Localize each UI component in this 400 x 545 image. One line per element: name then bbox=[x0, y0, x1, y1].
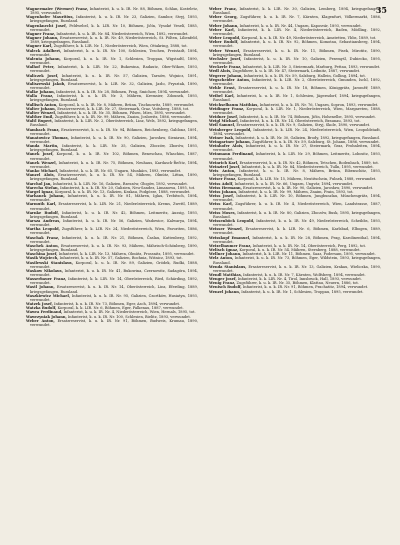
entry-name: Weil Samuel, bbox=[209, 123, 236, 128]
entry-name: Wegerer Johann, bbox=[209, 73, 243, 78]
entry-name: Waliczek Josef, bbox=[26, 73, 59, 78]
list-entry bbox=[26, 294, 198, 302]
entry-name: Wendl Matthias, bbox=[209, 273, 242, 277]
entry-name: Waltl Rupert, bbox=[26, 119, 54, 124]
list-entry bbox=[26, 144, 198, 152]
entry-text: Infanterist, k. u. k. IR. Nr. 57, Galizien, Bochnia, Wiśnicz, 1893, tot. bbox=[59, 256, 183, 261]
entry-text: Infanterist, k. u. k. IR. Nr. 57, Galizien, Tarnów, Wojnicz, 1891, kriegsgefangen, Russland. bbox=[30, 73, 198, 82]
list-entry bbox=[26, 219, 198, 227]
entry-text: Infanterist, k. u. k. IR. Nr. 76, Ungarn, Sopron, 1893, verwundet. bbox=[259, 102, 379, 107]
list-entry bbox=[26, 94, 198, 102]
entry-text: Infanterist, k. u. k. IR. Nr. 8, Mähren, Brünn, Eibenschitz, 1893, kriegsgefangen, Russland. bbox=[213, 169, 381, 178]
entry-text: Infanterist, k. u. k. IR. Nr. 27, Steiermark, Graz, Frohnleiten, 1894, verwundet. bbox=[213, 144, 381, 153]
entry-text: Feldwebel, k. k. LIR. Nr. 10, Böhmen, Jičín, Vysoké Veselí, 1885, verwundet. bbox=[30, 23, 198, 32]
entry-name: Wechsler Josef, bbox=[209, 56, 242, 61]
entry-name: Warsza Andreas, bbox=[26, 218, 61, 223]
entry-text: Zugsführer, k. u. k. IR. Nr. 59, Salzburg, St. Johann, 1886, verwundet. bbox=[252, 140, 380, 144]
entry-text: Infanterist, k. u. k. IR. Nr. 3, Mähren, Kremsier, Zdounek, 1893, kriegsgefangen, Russland. bbox=[30, 94, 198, 103]
entry-text: Ersatzreservist, k. k. LIR. Nr. 21, Niederösterreich, Krems, Zwettl, 1889, verwundet. bbox=[30, 202, 198, 211]
entry-text: Infanterist, k. k. LIR. Nr. 10, Böhmen, Jungbunzlau, Münchengrätz, 1894, verwundet. bbox=[213, 194, 381, 203]
entry-name: Wambach Franz, bbox=[26, 127, 60, 132]
entry-name: Wanda Martin, bbox=[26, 144, 59, 149]
entry-name: Wenger Josef, bbox=[209, 277, 237, 282]
list-entry bbox=[26, 119, 198, 127]
entry-name: Wanzel Alois, bbox=[26, 173, 55, 178]
entry-text: Korporal, k. u. k. IR. Nr. 49, Niederösterreich, Amstetten, Ybbs, 1889, tot. bbox=[241, 36, 377, 41]
entry-text: Ersatzreservist, k. k. LIR. Nr. 27, Steiermark, Graz, Voitsberg, 1888, tot. bbox=[57, 106, 190, 111]
entry-name: Wedl Alois, bbox=[209, 69, 232, 74]
entry-text: Infanterist, k. u. k. IR. Nr. 73, Böhmen, Eger, Wildstein, 1893, kriegsgefangen, Russland. bbox=[213, 256, 381, 265]
entry-name: Weinrich Karl, bbox=[209, 160, 239, 165]
list-entry bbox=[26, 136, 198, 144]
entry-name: Wagnermaier (Wermer) Franz, bbox=[26, 7, 89, 11]
list-entry bbox=[209, 144, 381, 152]
list-entry bbox=[26, 15, 198, 23]
entry-name: Wenda Stanislaus, bbox=[209, 264, 247, 269]
list-entry bbox=[26, 49, 198, 57]
entry-name: Wagner Johann, bbox=[26, 36, 59, 41]
entry-text: Infanterist, k. u. k. IR. Nr. 14, Oberösterreich, Braunau, 1893, tot. bbox=[240, 119, 361, 124]
list-entry bbox=[26, 57, 198, 65]
entry-name: Weixelbaumer Franz, bbox=[209, 243, 252, 248]
list-entry bbox=[26, 128, 198, 136]
entry-name: Welz Anton, bbox=[209, 256, 234, 261]
entry-name: Wehle Ernst, bbox=[209, 85, 236, 90]
entry-name: Weber Wenzel, bbox=[209, 48, 241, 53]
list-entry bbox=[26, 269, 198, 277]
entry-text: Infanterist, k. k. LIR. Nr. 24, Niederösterreich, Wien, Leopoldstadt, 1894, verwundet. bbox=[213, 127, 381, 136]
entry-name: Weber Anton, bbox=[26, 318, 55, 323]
list-entry bbox=[209, 40, 381, 48]
entry-text: Infanterist, k. u. k. IR. Nr. 88, Böhmen, Schlan, Kosteletz, 1895, verwundet. bbox=[30, 7, 198, 16]
entry-text: Korporal, k. u. k. IR. Nr. 89, Galizien, Gródek, Rudki, 1888, verwundet. bbox=[30, 260, 198, 269]
entry-name: Waliszewski Jakob, bbox=[26, 81, 66, 86]
entry-name: Walla Franz, bbox=[26, 94, 54, 99]
entry-name: Warhanek Johann, bbox=[26, 194, 65, 199]
entry-name: Wagner Franz, bbox=[26, 31, 56, 36]
list-entry bbox=[209, 78, 381, 86]
entry-name: Wellner Johann, bbox=[209, 252, 242, 257]
list-entry bbox=[26, 261, 198, 269]
entry-text: Infanterist, k. k. LIR. Nr. 16, Galizien, Rzeszów, Głogów, 1892, verwundet. bbox=[52, 181, 188, 186]
entry-name: Weigl Michael, bbox=[209, 119, 239, 124]
list-entry bbox=[209, 49, 381, 57]
entry-name: Wagenhofer Mauritius, bbox=[26, 15, 74, 20]
list-entry bbox=[209, 194, 381, 202]
entry-text: Korporal, k. u. k. IR. Nr. 1, Schlesien, Troppau, Wigstadtl, 1890, verwundet. bbox=[30, 56, 198, 66]
entry-text: Ersatzreservist, k. u. k. IR. Nr. 11, Böhmen, Pisek, Mirotitz, 1890, kriegsgefangen, Russland. bbox=[213, 48, 381, 57]
entry-name: Weckerle Franz, bbox=[209, 65, 242, 70]
list-entry bbox=[209, 202, 381, 210]
list-entry bbox=[26, 36, 198, 44]
entry-text: Infanterist, k. u. k. IR. Nr. 66, Ungarn, Ungvár, 1894, verwundet. bbox=[234, 181, 354, 186]
entry-text: Zugsführer, k. u. k. IR. Nr. 35, Böhmen, Klattau, Neuern, 1886, tot. bbox=[236, 281, 359, 286]
entry-text: Infanterist, k. k. LIR. Nr. 14, Oberösterreich, Ried, Schärding, 1892, verwundet. bbox=[30, 277, 198, 286]
list-entry bbox=[209, 211, 381, 219]
entry-text: Infanterist, k. u. k. IR. Nr. 4, Niederösterreich, Wien, Hernals, 1895, tot. bbox=[63, 310, 196, 315]
entry-name: Weingartner Johann, bbox=[209, 140, 251, 144]
list-entry bbox=[26, 65, 198, 73]
entry-text: Infanterist, k. u. k. IR. Nr. 84, Niederösterreich, Wien, 1892, verwundet. bbox=[56, 31, 189, 36]
entry-name: Weinmann Ferdinand, bbox=[209, 152, 255, 157]
entry-text: Infanterist, k. k. LIR. Nr. 4, Niederösterreich, Baden, Mödling, 1892, verwundet. bbox=[213, 27, 381, 36]
entry-name: Weiss Karl, bbox=[209, 202, 233, 207]
entry-name: Wasserbauer Franz, bbox=[26, 277, 67, 282]
list-entry bbox=[26, 24, 198, 32]
entry-text: Infanterist, k. u. k. IR. Nr. 65, Ungarn, Munkács, 1893, verwundet. bbox=[59, 169, 182, 174]
entry-text: Ersatzreservist, k. u. k. IR. Nr. 93, Mähren, Mährisch-Schönberg, 1890, kriegsgefangen, Russland. bbox=[30, 243, 198, 253]
entry-name: Waschek Anton, bbox=[26, 243, 59, 248]
entry-text: Infanterist, k. k. LIR. Nr. 2, Oberösterreich, Linz, Wels, 1892, kriegsgefangen, Russland. bbox=[30, 119, 198, 128]
list-entry bbox=[209, 152, 381, 160]
entry-name: Weichselbaum Matthias, bbox=[209, 102, 259, 107]
entry-name: Weidinger Franz, bbox=[209, 106, 245, 111]
list-entry bbox=[26, 74, 198, 82]
entry-name: Wastl Johann, bbox=[26, 285, 55, 290]
entry-text: Infanterist, k. u. k. IR. Nr. 59, Salzburg, Hallein, Golling, 1894, tot. bbox=[243, 73, 366, 78]
entry-name: Weber Rudolf, bbox=[209, 40, 239, 45]
list-entry bbox=[26, 161, 198, 169]
entry-text: Zugsführer, k. k. LIR. Nr. 24, Niederösterreich, Wien, Favoriten, 1886, verwundet. bbox=[30, 227, 198, 236]
entry-text: Korporal, k. k. LIR. Nr. 6, Böhmen, Eger, Falkenau, 1887, verwundet. bbox=[57, 306, 184, 311]
entry-text: Infanterist, k. u. k. IR. Nr. 1, Schlesien, Troppau, 1895, verwundet. bbox=[241, 289, 364, 294]
list-entry bbox=[209, 107, 381, 115]
entry-name: Waszkiewicz Michael, bbox=[26, 293, 71, 298]
list-entry bbox=[26, 236, 198, 244]
list-entry bbox=[26, 202, 198, 210]
entry-name: Waschak Franz, bbox=[26, 235, 60, 240]
entry-text: Infanterist, k. k. LIR. Nr. 4, Tirol, Innsbruck, Hall, 1893, verwundet. bbox=[237, 277, 362, 282]
entry-name: Walter Wenzel, bbox=[26, 110, 57, 115]
entry-text: Ersatzreservist, k. u. k. IR. Nr. 9, Galizien, Stryj, Skole, 1890, verwundet. bbox=[236, 123, 371, 128]
entry-name: Weber Karl, bbox=[209, 27, 235, 32]
entry-text: Infanterist, k. k. LIR. Nr. 13, Mähren, Olmütz, Prossnitz, 1895, verwundet. bbox=[58, 252, 195, 257]
entry-name: Weber Georg, bbox=[209, 15, 238, 20]
entry-text: Infanterist, k. k. LIR. Nr. 35, Galizien, Złoczów, Zborów, 1893, kriegsgefangen, Russland. bbox=[30, 144, 198, 153]
entry-text: Ersatzreservist, k. u. k. IR. Nr. 18, Böhmen, Königgrätz, Jaroměř, 1889, verwundet. bbox=[213, 85, 381, 95]
entry-name: Waleck Adalbert, bbox=[26, 48, 62, 53]
entry-text: Korporal, k. u. k. IR. Nr. 8, Mähren, Brünn, Tischnowitz, 1889, verwundet. bbox=[58, 102, 195, 107]
entry-name: Warmuth Karl, bbox=[26, 202, 57, 207]
entry-name: Watzka Rudolf, bbox=[26, 306, 57, 311]
list-entry bbox=[26, 7, 198, 15]
entry-text: Infanterist, k. u. k. IR. Nr. 95, Galizien, Czortków, Husiatyn, 1893, verwundet. bbox=[30, 293, 198, 302]
list-entry bbox=[26, 152, 198, 160]
entry-name: Weiser Franz, bbox=[209, 177, 237, 182]
entry-text: Infanterist, k. k. LIR. Nr. 3, Steiermark, Marburg, Pettau, 1893, verwundet. bbox=[242, 65, 381, 70]
entry-text: Ersatzreservist, k. u. k. IR. Nr. 14, Oberösterreich, Linz, Eferding, 1889, kriegsgefangen, Russland. bbox=[30, 285, 198, 294]
entry-text: Infanterist, k. u. k. IR. Nr. 84, Niederösterreich, Tulln, 1895, verwundet. bbox=[241, 164, 374, 169]
list-entry bbox=[209, 94, 381, 102]
entry-text: Infanterist, k. u. k. IR. Nr. 1, Schlesien, Jägerndorf, 1894, kriegsgefangen, Russland. bbox=[213, 94, 381, 103]
entry-text: Infanterist, k. u. k. IR. Nr. 81, Mähren, Iglau, Trebitsch, 1894, verwundet. bbox=[30, 194, 198, 203]
entry-name: Wasik Wojciech, bbox=[26, 256, 59, 261]
entry-name: Weidner Josef, bbox=[209, 115, 239, 120]
entry-text: Ersatzreservist, k. u. k. IR. Nr. 13, Galizien, Krakau, Wieliczka, 1890, verwundet. bbox=[213, 264, 381, 273]
entry-name: Weiss Adolf, bbox=[209, 181, 234, 186]
entry-text: Infanterist, k. u. k. IR. Nr. 41, Bukowina, Czernowitz, Sadagóra, 1894, verwundet. bbox=[30, 268, 198, 277]
entry-text: Korporal, k. k. LIR. Nr. 1, Niederösterreich, Wien, Margareten, 1888, verwundet. bbox=[213, 106, 381, 115]
entry-name: Weiner Isak, bbox=[209, 135, 235, 140]
list-entry bbox=[26, 82, 198, 90]
list-entry bbox=[26, 285, 198, 293]
entry-name: Watzek Josef, bbox=[26, 302, 53, 307]
entry-text: Infanterist, k. u. k. IR. Nr. 80, Galizien, Złoczów, Busk, 1895, kriegsgefangen, Russland. bbox=[213, 210, 381, 219]
entry-name: Weis Anton, bbox=[209, 169, 236, 174]
entry-name: Warnke Rudolf, bbox=[26, 210, 59, 215]
entry-text: Zugsführer, k. k. LIR. Nr. 1, Niederösterreich, Wien, Ottakring, 1888, tot. bbox=[53, 44, 188, 49]
entry-name: Weiss Hermann, bbox=[209, 185, 242, 190]
entry-name: Walenta Johann, bbox=[26, 56, 61, 61]
entry-name: Weber Franz, bbox=[209, 7, 237, 11]
list-entry bbox=[26, 244, 198, 252]
entry-text: Infanterist, k. u. k. IR. Nr. 74, Böhmen, Jičín, Hohenelbe, 1895, verwundet. bbox=[239, 115, 376, 120]
entry-text: Infanterist, k. u. k. IR. Nr. 92, Böhmen, Komotau, Sebastiansberg, 1894, verwundet. bbox=[213, 40, 381, 49]
entry-text: Ersatzreservist, k. u. k. IR. Nr. 94, Böhmen, Reichenberg, Gablonz, 1891, verwundet. bbox=[30, 127, 198, 136]
entry-name: Wartha Leopold, bbox=[26, 227, 60, 232]
entry-name: Weber Johann, bbox=[209, 23, 239, 28]
entry-text: Infanterist, k. u. k. IR. Nr. 7, Kärnten, Wolfsberg, 1894, verwundet. bbox=[243, 273, 366, 277]
entry-text: Infanterist, k. u. k. IR. Nr. 100, Schlesien, Teschen, Freistadt, 1894, verwundet. bbox=[30, 48, 198, 57]
entry-name: Walter Johann, bbox=[26, 106, 57, 111]
entry-text: Infanterist, k. u. k. IR. Nr. 100, Schlesien, Bielitz, 1893, verwundet. bbox=[67, 314, 191, 319]
entry-text: Korporal, k. u. k. IR. Nr. 54, Mähren, Sternberg, 1888, verwundet. bbox=[239, 248, 361, 253]
entry-name: Wallisch Anton, bbox=[26, 102, 58, 107]
entry-text: Korporal, k. u. k. IR. Nr. 102, Böhmen, Beneschau, Wlaschim, 1887, verwundet. bbox=[30, 152, 198, 161]
entry-text: Ersatzreservist, k. u. k. IR. Nr. 42, Böhmen, Tetschen, Bodenbach, 1889, tot. bbox=[239, 160, 379, 165]
entry-text: Korporal, k. k. LIR. Nr. 15, Mähren, Neutitschein, Fulnek, 1888, verwundet. bbox=[237, 177, 377, 182]
left-column bbox=[26, 7, 198, 327]
entry-text: Infanterist, k. u. k. IR. Nr. 10, Galizien, Przemyśl, Dubiecko, 1895, verwundet. bbox=[213, 56, 381, 66]
entry-name: Weisser Wenzel, bbox=[209, 227, 243, 232]
list-entry bbox=[26, 277, 198, 285]
entry-text: Ersatzreservist, k. u. k. IR. Nr. 91, Böhmen, Budweis, Krumau, 1890, verwundet. bbox=[30, 318, 198, 327]
entry-text: Infanterist, k. u. k. IR. Nr. 56, Galizien, Wadowice, Kalwarya, 1894, verwundet. bbox=[30, 218, 198, 228]
entry-text: Infanterist, k. u. k. IR. Nr. 99, Mähren, Znaim, Frain, 1893, tot. bbox=[238, 189, 354, 194]
entry-name: Walhof Peter, bbox=[26, 65, 55, 70]
entry-text: Infanterist, k. u. k. IR. Nr. 28, Böhmen, Prag, Smichow, 1894, verwundet. bbox=[56, 90, 190, 95]
entry-text: Ersatzreservist, k. u. k. IR. Nr. 54, Mähren, Olmütz, Littau, 1890, kriegsgefangen, Russland. bbox=[30, 173, 198, 182]
entry-text: Zugsführer, k. u. k. IR. Nr. 47, Steiermark, Leibnitz, 1887, verwundet. bbox=[232, 69, 361, 74]
list-entry bbox=[209, 265, 381, 273]
entry-text: Infanterist, k. u. k. IR. Nr. 44, Ungarn, Kaposvár, 1893, verwundet. bbox=[239, 23, 362, 28]
entry-name: Wanek Josef, bbox=[26, 152, 54, 157]
entry-name: Wagenknecht Josef, bbox=[26, 23, 67, 28]
entry-name: Weissenböck Leopold, bbox=[209, 218, 255, 223]
list-entry bbox=[209, 236, 381, 244]
entry-name: Walther Emil, bbox=[26, 115, 54, 120]
entry-name: Wasilewski Stanislaus, bbox=[26, 260, 73, 265]
entry-name: Wargel Ignaz, bbox=[26, 189, 54, 194]
list-entry bbox=[209, 86, 381, 94]
entry-text: Zugsführer, k. u. k. IR. Nr. 99, Mähren, Znaim, Joslowitz, 1886, verwundet. bbox=[54, 115, 192, 120]
entry-text: Infanterist, k. u. k. IR. Nr. 14, Oberösterreich, Perg, 1892, tot. bbox=[252, 243, 367, 248]
entry-name: Wagner Karl, bbox=[26, 44, 53, 49]
entry-text: Infanterist, k. u. k. IR. Nr. 49, Niederösterreich, Scheibbs, 1893, verwundet. bbox=[213, 218, 381, 228]
entry-name: Wegscheider Anton, bbox=[209, 77, 251, 82]
entry-text: Infanterist, k. u. k. IR. Nr. 23, Galizien, Sambor, Stryj, 1893, kriegsgefangen, Russland. bbox=[30, 15, 198, 24]
list-entry bbox=[209, 15, 381, 23]
entry-name: Wawra Ferdinand, bbox=[26, 310, 63, 315]
entry-name: Wanatowicz Thomas, bbox=[26, 135, 69, 140]
entry-name: Weber Leopold, bbox=[209, 36, 241, 41]
entry-text: Infanterist, k. k. LIR. Nr. 22, Bukowina, Radautz, Ober-Wikow, 1893, verwundet. bbox=[30, 65, 198, 74]
entry-name: Weinhofer Alois, bbox=[209, 144, 244, 149]
entry-name: Weiss Josef, bbox=[209, 194, 234, 199]
entry-name: Weisskopf Emanuel, bbox=[209, 235, 251, 240]
entry-text: Zugsführer, k. u. k. IR. Nr. 4, Niederösterreich, Wien, Landstrasse, 1887, verwundet. bbox=[213, 202, 381, 211]
entry-text: Infanterist, k. u. k. IR. Nr. 75, Böhmen, Neuhaus, Kardasch-Řečitz, 1894, verwundet. bbox=[30, 160, 198, 169]
right-column bbox=[209, 7, 381, 294]
entry-text: Infanterist, k. u. k. IR. Nr. 42, Böhmen, Leitmeritz, Aussig, 1893, kriegsgefangen, Russland. bbox=[30, 210, 198, 219]
entry-name: Wenzel Johann, bbox=[209, 289, 241, 294]
entry-text: Ersatzreservist, k. k. LIR. Nr. 32, Galizien, Jasło, Frysztak, 1890, verwundet. bbox=[30, 81, 198, 90]
list-entry bbox=[209, 256, 381, 264]
entry-name: Wanko Michael, bbox=[26, 169, 59, 174]
list-entry bbox=[209, 7, 381, 15]
list-entry bbox=[26, 227, 198, 235]
list-entry bbox=[209, 219, 381, 227]
list-entry bbox=[209, 57, 381, 65]
entry-name: Walke Johann, bbox=[26, 90, 55, 95]
entry-name: Weinzierl Josef, bbox=[209, 164, 241, 169]
entry-name: Wenig Franz, bbox=[209, 281, 236, 286]
entry-name: Weiss Moses, bbox=[209, 210, 236, 215]
entry-text: Ersatzreservist, k. u. k. IR. Nr. 90, Galizien, Jarosław, 1890, verwundet. bbox=[243, 185, 374, 190]
list-entry bbox=[209, 169, 381, 177]
entry-name: Wawrzyniak Johann, bbox=[26, 314, 67, 319]
entry-name: Wanek Wenzel, bbox=[26, 160, 57, 165]
entry-text: Ersatzreservist, k. u. k. IR. Nr. 49, Niederösterreich, St. Pölten, Lilienfeld, 1889, kriegsgefangen, Russland. bbox=[30, 36, 198, 45]
entry-text: Infanterist, k. u. k. IR. Nr. 91, Böhmen, Prachatitz, 1894, verwundet. bbox=[242, 285, 369, 290]
entry-name: Weinberger Leopold, bbox=[209, 127, 252, 132]
entry-name: Warchol Jan, bbox=[26, 181, 52, 186]
entry-text: Infanterist, k. u. k. IR. Nr. 28, Böhmen, Prag, Karolinenthal, 1894, verwundet. bbox=[213, 235, 381, 244]
entry-text: Infanterist, k. k. LIR. Nr. 2, Oberösterreich, Gmunden, Ischl, 1892, verwundet. bbox=[213, 77, 381, 86]
list-entry bbox=[209, 28, 381, 36]
page-number: 35 bbox=[375, 5, 387, 15]
entry-name: Weibel Karl, bbox=[209, 94, 235, 99]
list-entry bbox=[26, 211, 198, 219]
entry-name: Weiss Johann, bbox=[209, 189, 238, 194]
list-entry bbox=[209, 227, 381, 235]
entry-text: Infanterist, k. u. k. IR. Nr. 20, Galizien, Neu-Sandez, Limanowa, 1895, tot. bbox=[60, 185, 196, 190]
entry-text: Infanterist, k. k. LIR. Nr. 11, Böhmen, Saaz, Podersam, 1895, verwundet. bbox=[242, 252, 376, 257]
entry-name: Welisch Ignaz, bbox=[209, 248, 239, 253]
entry-text: Infanterist, k. u. k. IR. Nr. 73, Böhmen, Eger, Asch, 1894, verwundet. bbox=[54, 302, 181, 307]
list-entry bbox=[26, 173, 198, 181]
entry-text: Infanterist, k. k. LIR. Nr. 29, Böhmen, Leitmeritz, Lobositz, 1893, verwundet. bbox=[213, 152, 381, 161]
entry-text: Infanterist, k. k. LIR. Nr. 30, Galizien, Lemberg, 1894, kriegsgefangen, Russland. bbox=[213, 7, 381, 16]
entry-text: Infanterist, k. u. k. IR. Nr. 21, Böhmen, Časlau, Kuttenberg, 1892, verwundet. bbox=[30, 235, 198, 244]
list-entry bbox=[209, 128, 381, 136]
entry-text: Zugsführer, k. u. k. IR. Nr. 7, Kärnten, Klagenfurt, Völkermarkt, 1886, verwundet. bbox=[213, 15, 381, 24]
list-entry bbox=[209, 290, 381, 294]
entry-name: Wenisch Rudolf, bbox=[209, 285, 242, 290]
entry-text: Korporal, k. u. k. IR. Nr. 13, Galizien, Krakau, Podgórze, 1888, verwundet. bbox=[54, 189, 191, 194]
list-entry bbox=[26, 194, 198, 202]
entry-name: Waskow Nikolaus, bbox=[26, 268, 63, 273]
list-entry bbox=[26, 319, 198, 327]
entry-text: Infanterist, k. u. k. IR. Nr. 30, Galizien, Brody, 1892, kriegsgefangen, Russland. bbox=[235, 135, 380, 140]
entry-text: Infanterist, k. u. k. IR. Nr. 35, Böhmen, Pilsen, Mies, 1895, verwundet. bbox=[57, 110, 186, 115]
entry-name: Waschina Josef, bbox=[26, 252, 58, 257]
entry-name: Warecha Stefan, bbox=[26, 185, 59, 190]
entry-text: Ersatzreservist, k. k. LIR. Nr. 6, Böhmen, Karlsbad, Elbogen, 1889, verwundet. bbox=[213, 227, 381, 236]
entry-text: Infanterist, k. u. k. IR. Nr. 90, Galizien, Jarosław, Sieniawa, 1894, verwundet. bbox=[30, 135, 198, 144]
